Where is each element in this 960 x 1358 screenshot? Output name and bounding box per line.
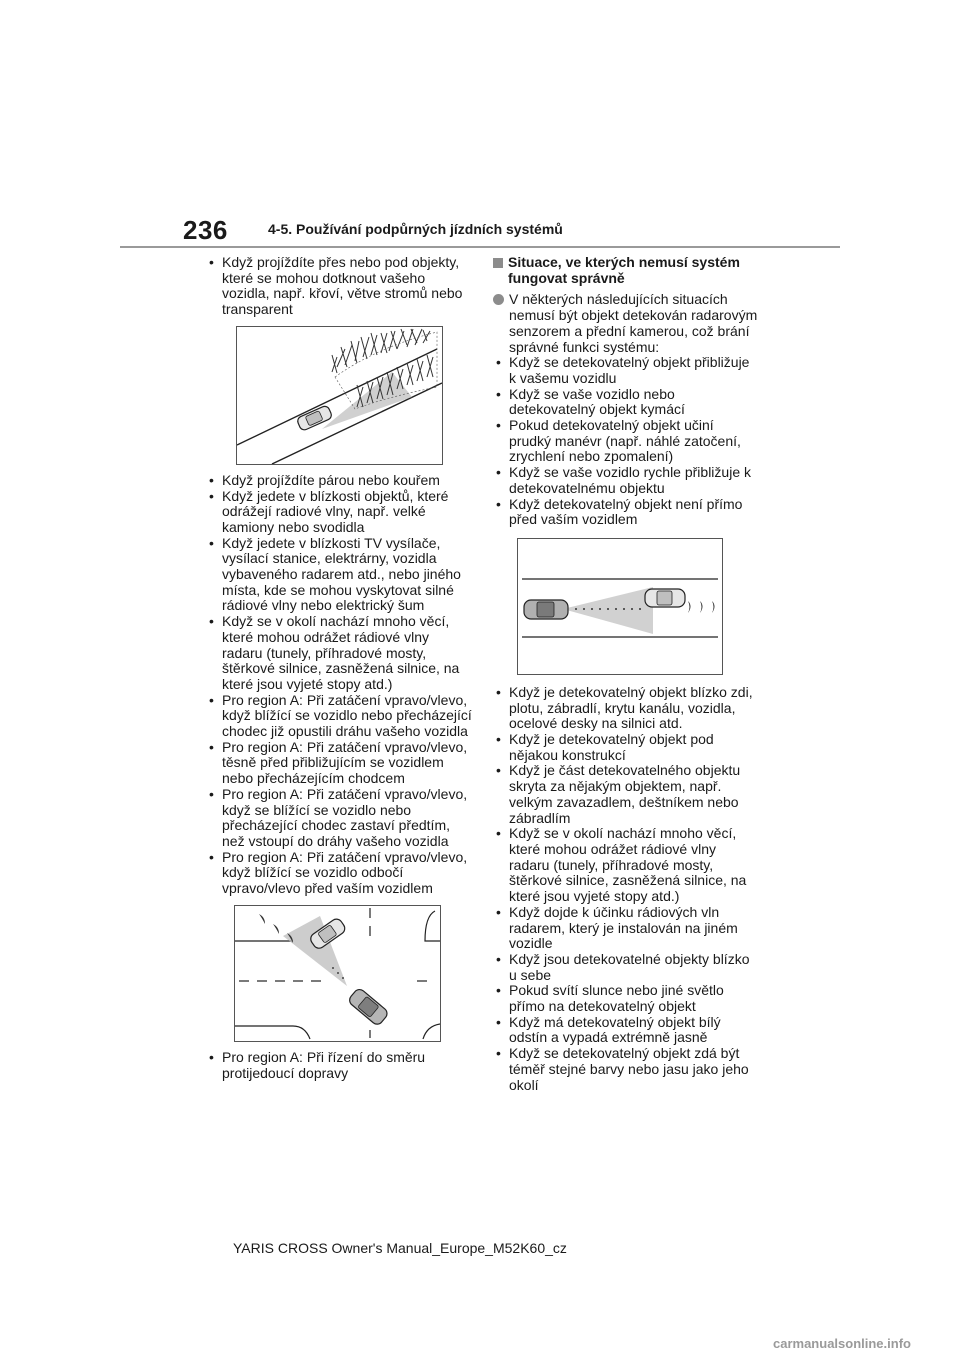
square-bullet-icon: [493, 258, 503, 268]
list-item: • Když jsou detekovatelné objekty blízko u sebe: [493, 952, 758, 983]
list-item: • Když dojde k účinku rádiových vln radarem, který je instalován na jiném vozidle: [493, 905, 758, 952]
left-column: [206, 255, 472, 1081]
circle-bullet-icon: [493, 294, 504, 305]
list-item: • Když se vaše vozidlo rychle přibližuje k detekovatelnému objektu: [493, 465, 758, 496]
list-item: • Pro region A: Při zatáčení vpravo/vlevo, když se blížící se vozidlo nebo přecházející chodec zastaví předtím, než vstoupí do dráhy vašeho vozidla: [206, 787, 472, 850]
subsection-heading: [493, 255, 758, 286]
list-item: • Pro region A: Při zatáčení vpravo/vlevo, když blížící se vozidlo nebo přecházející chodec již opustili dráhu vašeho vozidla: [206, 693, 472, 740]
page-number: 236: [183, 215, 228, 245]
list-item: • Když se v okolí nachází mnoho věcí, které mohou odrážet rádiové vlny radaru (tunely, příhradové mosty, štěrkové silnice, zasněžená silnice, na které jsou vyjeté stopy atd.): [206, 614, 472, 693]
list-item: • Když se v okolí nachází mnoho věcí, které mohou odrážet rádiové vlny radaru (tunely, příhradové mosty, štěrkové silnice, zasněžená silnice, na které jsou vyjeté stopy atd.): [493, 826, 758, 905]
illustration-offset-vehicle: [517, 538, 723, 675]
list-item: • Pro region A: Při zatáčení vpravo/vlevo, když blížící se vozidlo odbočí vpravo/vlevo před vaším vozidlem: [206, 850, 472, 897]
list-item: • Když se vaše vozidlo nebo detekovatelný objekt kymácí: [493, 387, 758, 418]
illustration-vegetation: [236, 326, 443, 465]
list-item: • Když jedete v blízkosti objektů, které odrážejí radiové vlny, např. velké kamiony nebo svodidla: [206, 489, 472, 536]
bullet-list-top-left: [206, 255, 472, 318]
list-item: • Pokud detekovatelný objekt učiní prudký manévr (např. náhlé zatočení, zrychlení nebo zpomalení): [493, 418, 758, 465]
list-item: • Když jedete v blízkosti TV vysílače, vysílací stanice, elektrárny, vozidla vybaveného radarem atd., nebo jiného místa, kde se mohou vyskytovat silné rádiové vlny nebo elektrický šum: [206, 536, 472, 615]
footer-manual-name: YARIS CROSS Owner's Manual_Europe_M52K60_cz: [233, 1240, 567, 1256]
intro-paragraph: [493, 292, 758, 355]
list-item: • Když má detekovatelný objekt bílý odstín a vypadá extrémně jasně: [493, 1015, 758, 1046]
section-title: 4-5. Používání podpůrných jízdních systémů: [268, 221, 563, 237]
list-item: • Když projíždíte přes nebo pod objekty, které se mohou dotknout vašeho vozidla, např. křoví, větve stromů nebo transparent: [206, 255, 472, 318]
illustration-intersection: [234, 905, 441, 1042]
subsection-heading-text: Situace, ve kterých nemusí systém fungovat správně: [508, 254, 740, 286]
bullet-list-bottom-right: [493, 685, 758, 1093]
list-item: • Když se detekovatelný objekt přibližuje k vašemu vozidlu: [493, 355, 758, 386]
list-item: • Když detekovatelný objekt není přímo před vaším vozidlem: [493, 497, 758, 528]
list-item: • Když je detekovatelný objekt pod nějakou konstrukcí: [493, 732, 758, 763]
right-column: [493, 255, 758, 1093]
watermark: carmanualsonline.info: [773, 1336, 911, 1351]
header-divider: [120, 246, 840, 248]
list-item: • Pro region A: Při řízení do směru protijedoucí dopravy: [206, 1050, 472, 1081]
bullet-list-middle-left: [206, 473, 472, 897]
list-item: • Pokud svítí slunce nebo jiné světlo přímo na detekovatelný objekt: [493, 983, 758, 1014]
bullet-list-bottom-left: [206, 1050, 472, 1081]
list-item: • Když projíždíte párou nebo kouřem: [206, 473, 472, 489]
intro-text: V některých následujících situacích nemusí být objekt detekován radarovým senzorem a přední kamerou, což brání správné funkci systému:: [509, 291, 758, 355]
list-item: • Když je část detekovatelného objektu skryta za nějakým objektem, např. velkým zavazadlem, deštníkem nebo zábradlím: [493, 763, 758, 826]
list-item: • Pro region A: Při zatáčení vpravo/vlevo, těsně před přibližujícím se vozidlem nebo přecházejícím chodcem: [206, 740, 472, 787]
bullet-list-top-right: [493, 355, 758, 528]
list-item: • Když se detekovatelný objekt zdá být téměř stejné barvy nebo jasu jako jeho okolí: [493, 1046, 758, 1093]
list-item: • Když je detekovatelný objekt blízko zdi, plotu, zábradlí, krytu kanálu, vozidla, ocelové desky na silnici atd.: [493, 685, 758, 732]
